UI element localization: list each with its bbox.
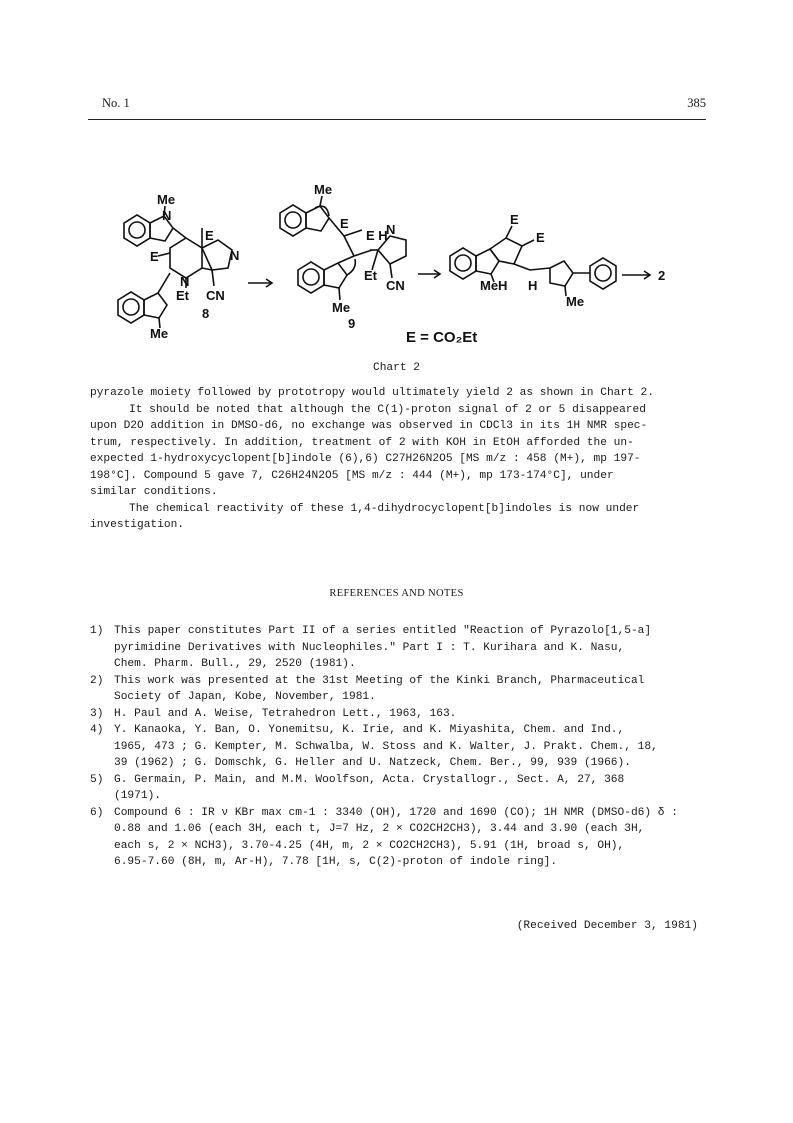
reference-line: 6.95-7.60 (8H, m, Ar-H), 7.78 [1H, s, C(2)-proton of indole ring]. [114, 856, 558, 868]
reference-line: 39 (1962) ; G. Domschk, G. Heller and U. Natzeck, Chem. Ber., 99, 939 (1966). [114, 757, 631, 769]
indole-benzene-ring [590, 258, 616, 289]
reference-line: each s, 2 × NCH3), 3.70-4.25 (4H, m, 2 × CO2CH2CH3), 5.91 (1H, broad s, OH), [114, 839, 625, 852]
label-me: Me [157, 192, 176, 207]
references-heading: REFERENCES AND NOTES [329, 588, 464, 599]
reference-text [114, 772, 710, 805]
page-number: 385 [687, 96, 706, 110]
paragraph-line: similar conditions. [90, 486, 218, 498]
reaction-scheme [110, 178, 690, 348]
paragraph-line: 198°C]. Compound 5 gave 7, C26H24N2O5 [MS m/z : 444 (M+), mp 173-174°C], under [90, 469, 614, 482]
label-et: Et [364, 268, 377, 283]
compound-number-2: 2 [658, 268, 666, 283]
reference-text [114, 623, 710, 673]
reference-text [114, 805, 710, 871]
paragraph: pyrazole moiety followed by prototropy would ultimately yield 2 as shown in Chart 2. [90, 387, 654, 399]
reference-number: 4) [90, 724, 104, 736]
reference-line: Compound 6 : IR ν KBr max cm-1 : 3340 (OH), 1720 and 1690 (CO); 1H NMR (DMSO-d6) δ : [114, 806, 678, 819]
page-header [88, 93, 706, 120]
paragraph-line: upon D2O addition in DMSO-d6, no exchange was observed in CDCl3 in its 1H NMR spec- [90, 420, 648, 432]
reference-item [90, 673, 710, 706]
reference-line: 1965, 473 ; G. Kempter, M. Schwalba, W. Stoss and K. Walter, J. Prakt. Chem., 18, [114, 740, 658, 753]
label-et: Et [176, 288, 189, 303]
indole-pyrrole-ring [324, 263, 347, 288]
label-me: Me [566, 294, 585, 309]
label-n: N [386, 222, 396, 237]
indole-pyrrole-ring [476, 249, 499, 274]
reference-text [114, 673, 710, 706]
label-e: E [340, 216, 349, 231]
paragraph-line: It should be noted that although the C(1)-proton signal of 2 or 5 disappeared [129, 403, 646, 416]
paragraph-line: The chemical reactivity of these 1,4-dihydrocyclopent[b]indoles is now under [129, 502, 640, 515]
indole-pyrrole-ring [144, 293, 167, 318]
reference-line: Chem. Pharm. Bull., 29, 2520 (1981). [114, 658, 356, 670]
label-n: N [230, 248, 240, 263]
received-date: (Received December 3, 1981) [516, 920, 698, 932]
label-me: Me [314, 182, 333, 197]
label-cn: CN [206, 288, 225, 303]
reference-number: 5) [90, 773, 104, 786]
reference-line: 0.88 and 1.06 (each 3H, each t, J=7 Hz, 2 × CO2CH2CH3), 3.44 and 3.90 (each 3H, [114, 823, 645, 835]
reference-number: 1) [90, 625, 104, 637]
reference-item [90, 722, 710, 772]
references-list [90, 623, 710, 871]
paragraph-line: expected 1-hydroxycyclopent[b]indole (6),6) C27H26N2O5 [MS m/z : 458 (M+), mp 197- [90, 453, 641, 465]
reference-item [90, 706, 710, 723]
label-e-h: E H [366, 228, 388, 243]
reference-line: This paper constitutes Part II of a series entitled "Reaction of Pyrazolo[1,5-a] [114, 625, 652, 637]
ester-legend: E = CO₂Et [406, 329, 478, 346]
label-e: E [510, 212, 519, 227]
indole-benzene-ring [124, 215, 150, 246]
reference-line: This work was presented at the 31st Meeting of the Kinki Branch, Pharmaceutical [114, 674, 645, 687]
reference-number: 3) [90, 707, 104, 720]
reference-item [90, 772, 710, 805]
compound-number-8: 8 [202, 306, 210, 321]
pyrimidine-ring [170, 238, 202, 278]
label-me: Me [332, 300, 351, 315]
reference-item [90, 623, 710, 673]
paragraph-line: trum, respectively. In addition, treatment of 2 with KOH in EtOH afforded the un- [90, 436, 634, 449]
reference-text [114, 722, 710, 772]
indole-benzene-ring [118, 292, 144, 323]
label-me: Me [150, 326, 169, 341]
reference-number: 2) [90, 674, 104, 687]
reference-text [114, 706, 710, 723]
indole-pyrrole-ring [550, 261, 573, 286]
body-text [90, 385, 710, 534]
indole-benzene-ring [280, 205, 306, 236]
cyclopentane-ring [490, 238, 522, 264]
reference-item [90, 805, 710, 871]
reference-line: Y. Kanaoka, Y. Ban, O. Yonemitsu, K. Irie, and K. Miyashita, Chem. and Ind., [114, 724, 625, 736]
label-me-h: MeH [480, 278, 508, 293]
label-n: N [180, 274, 190, 289]
label-e: E [150, 249, 159, 264]
reference-line: (1971). [114, 790, 161, 802]
reference-line: Society of Japan, Kobe, November, 1981. [114, 691, 376, 703]
indole-pyrrole-ring [306, 206, 329, 231]
label-cn: CN [386, 278, 405, 293]
reference-line: H. Paul and A. Weise, Tetrahedron Lett., 1963, 163. [114, 707, 457, 720]
chart-caption: Chart 2 [373, 362, 420, 374]
label-h: H [528, 278, 538, 293]
paragraph-line: investigation. [90, 519, 184, 531]
journal-number: No. 1 [102, 96, 130, 110]
reference-line: pyrimidine Derivatives with Nucleophiles." Part I : T. Kurihara and K. Nasu, [114, 641, 625, 654]
reference-line: G. Germain, P. Main, and M.M. Woolfson, Acta. Crystallogr., Sect. A, 27, 368 [114, 773, 625, 786]
label-n: N [162, 208, 172, 223]
indole-benzene-ring [298, 262, 324, 293]
reference-number: 6) [90, 806, 104, 819]
compound-number-9: 9 [348, 316, 356, 331]
label-e: E [205, 228, 214, 243]
indole-benzene-ring [450, 248, 476, 279]
label-e: E [536, 230, 545, 245]
pyrazole-ring [202, 240, 232, 270]
